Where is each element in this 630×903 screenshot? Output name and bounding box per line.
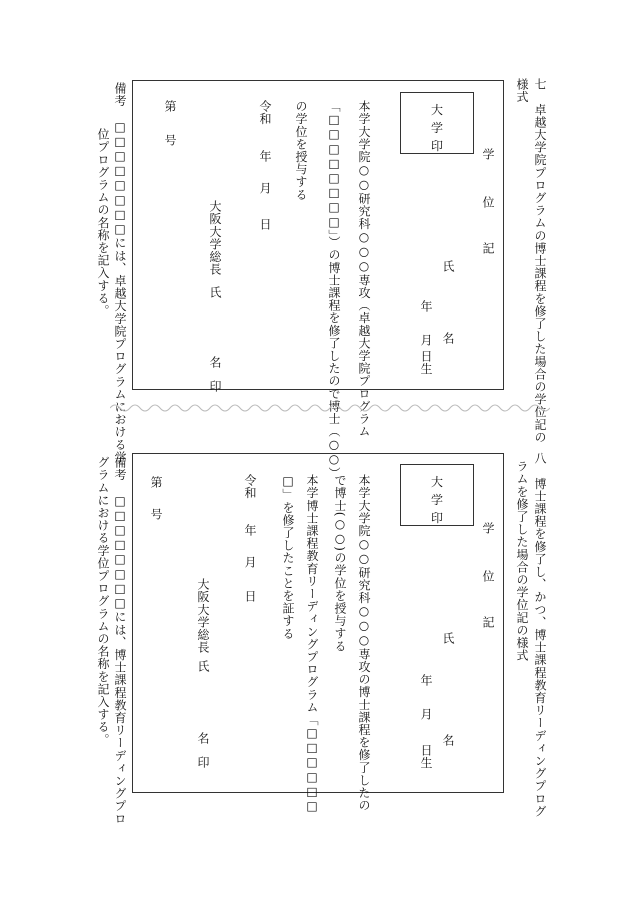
section-8-heading-line1: 八 博士課程を修了し、かつ、博士課程教育リーディングプログ xyxy=(533,452,547,818)
seal-text-7 xyxy=(401,101,473,155)
seal-text-8 xyxy=(401,473,473,527)
number-go-7: 号 xyxy=(163,134,177,147)
number-dai-7: 第 xyxy=(163,100,177,113)
birth-day-8: 日生 xyxy=(419,744,433,770)
body-line1-7: 本学大学院○○研究科○○○専攻（卓越大学院プログラム xyxy=(357,100,371,438)
president-mei-8: 名 xyxy=(196,732,210,745)
birth-month-7: 月 xyxy=(419,334,433,347)
birth-month-8: 月 xyxy=(419,708,433,721)
date-year-7: 年 xyxy=(258,150,272,163)
university-seal-box-8 xyxy=(400,464,474,526)
body-line3-7: の学位を授与する xyxy=(294,100,308,201)
title-ki-7: 記 xyxy=(481,242,495,255)
date-month-8: 月 xyxy=(243,556,257,569)
president-title-7: 大阪大学総長 xyxy=(208,200,222,276)
birth-year-8: 年 xyxy=(419,674,433,687)
president-seal-8: 印 xyxy=(196,756,210,769)
remarks-line2-8: グラムにおける学位プログラムの名称を記入する。 xyxy=(96,456,110,746)
president-seal-7: 印 xyxy=(208,380,222,393)
wavy-separator xyxy=(110,402,550,414)
recipient-mei-7: 名 xyxy=(441,332,455,345)
recipient-shi-7: 氏 xyxy=(441,260,455,273)
date-era-8: 令和 xyxy=(243,474,257,500)
seal-char-dai: 大 xyxy=(430,103,443,117)
seal-char-gaku: 学 xyxy=(430,121,443,135)
section-8-heading-line2: ラムを修了した場合の学位記の様式 xyxy=(515,460,529,662)
recipient-shi-8: 氏 xyxy=(441,632,455,645)
seal-char-gaku: 学 xyxy=(430,493,443,507)
birth-year-7: 年 xyxy=(419,300,433,313)
seal-char-in: 印 xyxy=(430,511,443,525)
recipient-mei-8: 名 xyxy=(441,734,455,747)
number-dai-8: 第 xyxy=(149,476,163,489)
president-title-8: 大阪大学総長 xyxy=(196,578,210,654)
remarks-line1-7: 備考 □□□□□□□□には、卓越大学院プログラムにおける学 xyxy=(113,82,127,464)
president-shi-8: 氏 xyxy=(196,660,210,673)
birth-day-7: 日生 xyxy=(419,350,433,376)
university-seal-box-7 xyxy=(400,92,474,154)
date-month-7: 月 xyxy=(258,182,272,195)
number-go-8: 号 xyxy=(149,508,163,521)
date-era-7: 令和 xyxy=(258,100,272,126)
body-line2-7: 「□□□□□□□□」）の博士課程を修了したので博士（○○） xyxy=(327,100,341,480)
remarks-line2-7: 位プログラムの名称を記入する。 xyxy=(96,128,110,317)
body-line1-8: 本学大学院○○研究科○○○専攻の博士課程を修了したの xyxy=(357,474,371,812)
title-i-7: 位 xyxy=(481,196,495,209)
title-i-8: 位 xyxy=(481,570,495,583)
date-year-8: 年 xyxy=(243,524,257,537)
body-line4-8: □」を修了したことを証する xyxy=(281,474,295,640)
title-gaku-7: 学 xyxy=(481,148,495,161)
remarks-line1-8: 備考 □□□□□□□□には、博士課程教育リーディングプロ xyxy=(113,456,127,825)
body-line2-8: で博士(○○)の学位を授与する xyxy=(333,474,347,653)
seal-char-dai: 大 xyxy=(430,475,443,489)
section-7-heading-line2: 様式 xyxy=(515,78,529,104)
seal-char-in: 印 xyxy=(430,139,443,153)
date-day-8: 日 xyxy=(243,590,257,603)
body-line3-8: 本学博士課程教育リーディングプログラム「□□□□□□ xyxy=(305,474,319,814)
title-ki-8: 記 xyxy=(481,616,495,629)
date-day-7: 日 xyxy=(258,218,272,231)
section-7-heading-line1: 七 卓越大学院プログラムの博士課程を修了した場合の学位記の xyxy=(533,78,547,444)
title-gaku-8: 学 xyxy=(481,522,495,535)
president-mei-7: 名 xyxy=(208,356,222,369)
president-shi-7: 氏 xyxy=(208,286,222,299)
